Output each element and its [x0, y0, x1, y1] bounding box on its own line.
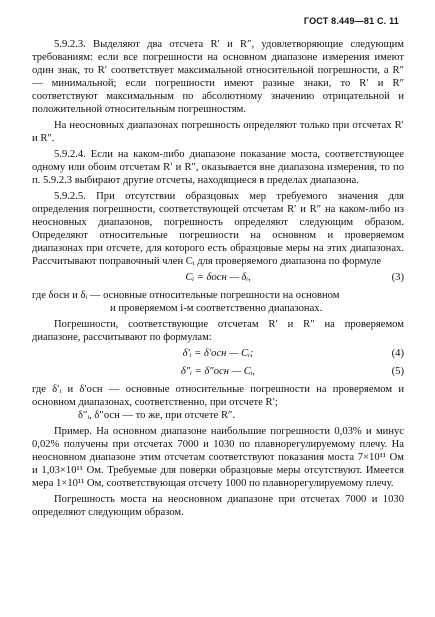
equation-4-number: (4) — [391, 348, 404, 359]
equation-3-number: (3) — [391, 272, 404, 283]
equation-5-formula: δ″ᵢ = δ″осн — Cᵢ, — [180, 366, 256, 377]
equation-3 — [32, 271, 404, 286]
equation-5-number: (5) — [391, 366, 404, 377]
document-body — [32, 38, 404, 519]
definition-eq3: где δосн и δᵢ — основные относительные погрешности на основном — [32, 290, 340, 301]
definition-eq3-cont: и проверяемом i-м соответственно диапазонах. — [110, 303, 323, 314]
paragraph-non-main-ranges: На неосновных диапазонах погрешность определяют только при отсчетах R′ и R″. — [32, 120, 404, 144]
paragraph-5-9-2-4: 5.9.2.4. Если на каком-либо диапазоне показание моста, соответствующее одному или обоим отсчетам R′ и R″, оказывается вне диапазона измерения, то по п. 5.9.2.3 выбирают другие отсчеты, находящиеся в пределах диапазона. — [32, 149, 404, 186]
paragraph-5-9-2-3: 5.9.2.3. Выделяют два отсчета R′ и R″, удовлетворяющие следующим требованиям: если все погрешности на основном диапазоне измерения имеют один знак, то R′ соответствует максимальной относительной погрешности, а R″ — минимальной; если погрешности имеют разные знаки, то R′ и R″ соответствуют максимальным по абсолютному значению отрицательной и положительной относительным погрешностям. — [32, 39, 404, 115]
equation-4-formula: δ′ᵢ = δ′осн — Cᵢ; — [182, 348, 254, 359]
page-header: ГОСТ 8.449—81 С. 11 — [303, 16, 399, 26]
equation-4 — [32, 347, 404, 362]
paragraph-5-9-2-5: 5.9.2.5. При отсутствии образцовых мер требуемого значения для определения погрешности, соответствующей отсчетам R′ и R″ на каком-либо из неосновных диапазонов, погрешность определяют следующим образом. Определяют относительные погрешности на основном и проверяемом диапазонах при отсчете, для которого есть образцовые меры на этих диапазонах. Рассчитывают поправочный член Cᵢ для проверяемого диапазона по формуле — [32, 191, 404, 267]
equation-3-formula: Cᵢ = δосн — δᵢ, — [185, 272, 251, 283]
paragraph-final: Погрешность моста на неосновном диапазоне при отсчетах 7000 и 1030 определяют следующим образом. — [32, 494, 404, 518]
definition-eq5: δ″ᵢ, δ″осн — то же, при отсчете R″. — [78, 410, 236, 421]
equation-5 — [32, 365, 404, 380]
paragraph-errors-formulas: Погрешности, соответствующие отсчетам R′ и R″ на проверяемом диапазоне, рассчитывают по формулам: — [32, 319, 404, 343]
definition-eq4-5: где δ′ᵢ и δ′осн — основные относительные погрешности на проверяемом и основном диапазонах, соответственно, при отсчете R′; — [32, 384, 404, 408]
paragraph-example: Пример. На основном диапазоне наибольшие погрешности 0,03% и минус 0,02% получены при отсчетах 7000 и 1030 по плавнорегулируемому плечу. На неосновном диапазоне этим отсчетам соответствуют показания моста 7×10¹¹ Ом и 1,03×10¹¹ Ом. Требуемые для поверки образцовые меры отсутствуют. Имеется мера 1×10¹¹ Ом, соответствующая отсчету 1000 по плавнорегулируемому плечу. — [32, 426, 404, 489]
